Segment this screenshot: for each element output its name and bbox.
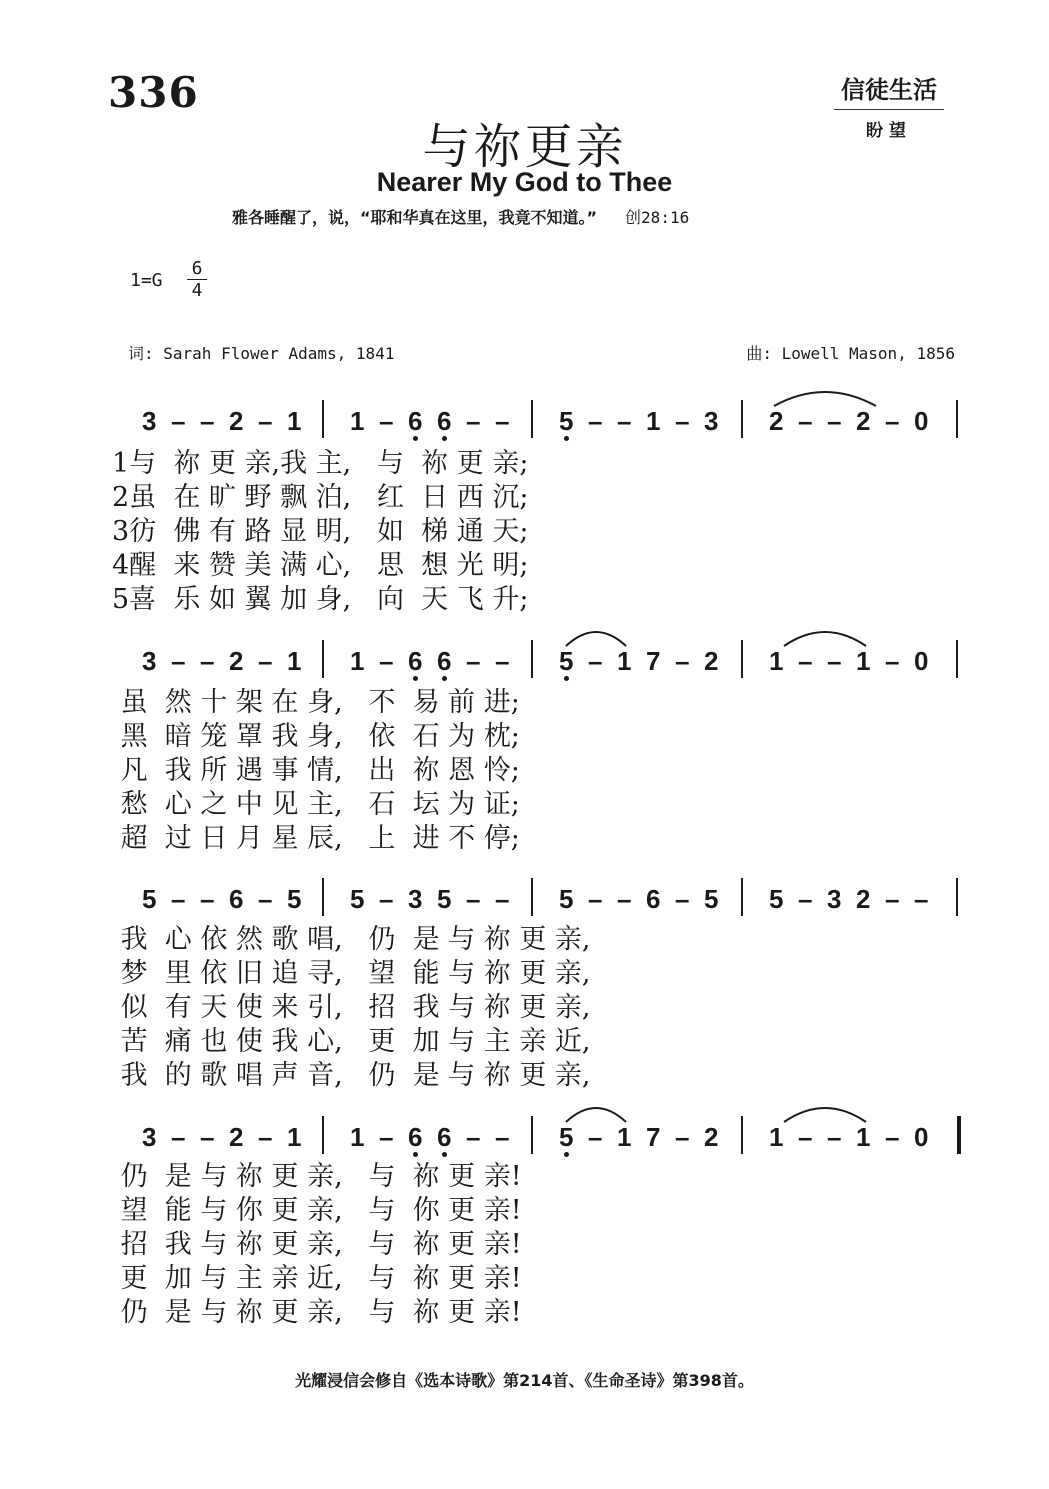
note: 6 <box>229 884 244 914</box>
dash-mark: – <box>200 646 215 676</box>
composer-credit: 曲: Lowell Mason, 1856 <box>746 344 955 363</box>
lyrics-block-2 <box>112 686 932 856</box>
note: 3 <box>142 406 157 436</box>
barline <box>531 1116 533 1154</box>
note: 6 <box>408 406 423 436</box>
note: 1 <box>617 1122 632 1152</box>
lyric-verse-1: 虽 然 十 架 在 身, 不 易 前 进; <box>112 687 520 718</box>
lyrics-block-3 <box>112 923 932 1093</box>
note: 7 <box>646 1122 661 1152</box>
barline <box>956 400 958 438</box>
dash-mark: – <box>200 1122 215 1152</box>
dash-mark: – <box>588 1122 603 1152</box>
low-octave-dot <box>442 436 447 441</box>
note: 2 <box>856 406 871 436</box>
note: 5 <box>559 884 574 914</box>
note: 1 <box>646 406 661 436</box>
note: 6 <box>437 1122 452 1152</box>
dash-mark: – <box>495 646 510 676</box>
dash-mark: – <box>827 406 842 436</box>
dash-mark: – <box>379 406 394 436</box>
note: 6 <box>437 406 452 436</box>
lyric-verse-2: 望 能 与 你 更 亲, 与 你 更 亲! <box>112 1195 522 1226</box>
note: 1 <box>617 646 632 676</box>
barline <box>322 878 324 916</box>
dash-mark: – <box>617 884 632 914</box>
hymn-number: 336 <box>108 68 199 117</box>
note: 5 <box>559 406 574 436</box>
dash-mark: – <box>914 884 929 914</box>
dash-mark: – <box>379 884 394 914</box>
note: 1 <box>350 406 365 436</box>
dash-mark: – <box>258 646 273 676</box>
note: 5 <box>437 884 452 914</box>
lyric-verse-2: 2虽 在 旷 野 飘 泊, 红 日 西 沉; <box>112 482 529 513</box>
final-barline <box>957 1116 961 1154</box>
note: 1 <box>287 646 302 676</box>
note: 0 <box>914 646 929 676</box>
dash-mark: – <box>379 646 394 676</box>
low-octave-dot <box>564 676 569 681</box>
low-octave-dot <box>413 676 418 681</box>
dash-mark: – <box>495 884 510 914</box>
note: 5 <box>287 884 302 914</box>
note: 6 <box>408 1122 423 1152</box>
lyric-verse-4: 苦 痛 也 使 我 心, 更 加 与 主 亲 近, <box>112 1026 591 1057</box>
dash-mark: – <box>258 1122 273 1152</box>
note: 5 <box>704 884 719 914</box>
dash-mark: – <box>466 1122 481 1152</box>
dash-mark: – <box>495 1122 510 1152</box>
time-signature-top: 6 <box>187 258 207 280</box>
lyric-verse-4: 4醒 来 赞 美 满 心, 思 想 光 明; <box>112 550 529 581</box>
note: 2 <box>769 406 784 436</box>
dash-mark: – <box>885 646 900 676</box>
lyric-verse-3: 似 有 天 使 来 引, 招 我 与 祢 更 亲, <box>112 992 591 1023</box>
lyric-verse-5: 我 的 歌 唱 声 音, 仍 是 与 祢 更 亲, <box>112 1060 591 1091</box>
dash-mark: – <box>171 1122 186 1152</box>
hymn-title-chinese: 与祢更亲 <box>422 119 627 175</box>
note: 0 <box>914 406 929 436</box>
slur <box>780 1100 870 1124</box>
slur <box>562 1100 630 1124</box>
barline <box>322 640 324 678</box>
notation-line-3 <box>126 878 962 918</box>
note: 3 <box>704 406 719 436</box>
note: 2 <box>229 1122 244 1152</box>
note: 5 <box>350 884 365 914</box>
lyric-verse-1: 仍 是 与 祢 更 亲, 与 祢 更 亲! <box>112 1161 522 1192</box>
dash-mark: – <box>675 884 690 914</box>
lyric-verse-3: 3彷 佛 有 路 显 明, 如 梯 通 天; <box>112 516 529 547</box>
dash-mark: – <box>588 406 603 436</box>
note: 1 <box>856 1122 871 1152</box>
lyric-verse-2: 梦 里 依 旧 追 寻, 望 能 与 祢 更 亲, <box>112 958 591 989</box>
note: 1 <box>350 1122 365 1152</box>
dash-mark: – <box>171 884 186 914</box>
note: 5 <box>559 646 574 676</box>
low-octave-dot <box>442 676 447 681</box>
dash-mark: – <box>885 406 900 436</box>
dash-mark: – <box>827 646 842 676</box>
lyric-verse-2: 黑 暗 笼 罩 我 身, 依 石 为 枕; <box>112 721 520 752</box>
note: 1 <box>287 406 302 436</box>
note: 6 <box>437 646 452 676</box>
note: 1 <box>769 646 784 676</box>
note: 2 <box>704 646 719 676</box>
scripture-reference: 创28:16 <box>625 208 690 227</box>
dash-mark: – <box>466 646 481 676</box>
barline <box>531 878 533 916</box>
note: 7 <box>646 646 661 676</box>
scripture-quote <box>232 205 689 228</box>
low-octave-dot <box>413 1152 418 1157</box>
note: 5 <box>769 884 784 914</box>
barline <box>531 640 533 678</box>
low-octave-dot <box>564 1152 569 1157</box>
note: 6 <box>646 884 661 914</box>
barline <box>741 640 743 678</box>
dash-mark: – <box>798 884 813 914</box>
dash-mark: – <box>588 646 603 676</box>
dash-mark: – <box>798 1122 813 1152</box>
dash-mark: – <box>675 646 690 676</box>
note: 5 <box>142 884 157 914</box>
slur <box>562 624 630 648</box>
note: 2 <box>704 1122 719 1152</box>
low-octave-dot <box>413 436 418 441</box>
note: 3 <box>827 884 842 914</box>
slur <box>770 384 880 408</box>
note: 1 <box>350 646 365 676</box>
dash-mark: – <box>885 884 900 914</box>
scripture-text: 雅各睡醒了，说，“耶和华真在这里，我竟不知道。” <box>232 208 598 227</box>
dash-mark: – <box>885 1122 900 1152</box>
dash-mark: – <box>466 406 481 436</box>
footer-note: 光耀浸信会修自《选本诗歌》第214首、《生命圣诗》第398首。 <box>295 1371 754 1390</box>
dash-mark: – <box>379 1122 394 1152</box>
note: 0 <box>914 1122 929 1152</box>
lyrics-block-1 <box>112 447 932 617</box>
lyric-verse-3: 招 我 与 祢 更 亲, 与 祢 更 亲! <box>112 1229 522 1260</box>
dash-mark: – <box>200 406 215 436</box>
note: 1 <box>769 1122 784 1152</box>
note: 2 <box>229 646 244 676</box>
lyrics-block-4 <box>112 1160 932 1330</box>
dash-mark: – <box>827 1122 842 1152</box>
note: 2 <box>856 884 871 914</box>
dash-mark: – <box>466 884 481 914</box>
note: 1 <box>856 646 871 676</box>
lyric-verse-1: 我 心 依 然 歌 唱, 仍 是 与 祢 更 亲, <box>112 924 591 955</box>
lyric-verse-5: 5喜 乐 如 翼 加 身, 向 天 飞 升; <box>112 584 529 615</box>
dash-mark: – <box>171 406 186 436</box>
lyric-verse-4: 更 加 与 主 亲 近, 与 祢 更 亲! <box>112 1263 522 1294</box>
dash-mark: – <box>171 646 186 676</box>
barline <box>956 878 958 916</box>
lyric-verse-3: 凡 我 所 遇 事 情, 出 祢 恩 怜; <box>112 755 520 786</box>
barline <box>741 1116 743 1154</box>
barline <box>531 400 533 438</box>
dash-mark: – <box>258 406 273 436</box>
dash-mark: – <box>675 1122 690 1152</box>
slur <box>780 624 870 648</box>
dash-mark: – <box>617 406 632 436</box>
lyric-verse-1: 1与 祢 更 亲,我 主, 与 祢 更 亲; <box>112 448 529 479</box>
lyric-verse-5: 超 过 日 月 星 辰, 上 进 不 停; <box>112 823 520 854</box>
note: 1 <box>287 1122 302 1152</box>
barline <box>956 640 958 678</box>
note: 6 <box>408 646 423 676</box>
note: 3 <box>142 646 157 676</box>
barline <box>741 400 743 438</box>
dash-mark: – <box>798 646 813 676</box>
note: 3 <box>408 884 423 914</box>
barline <box>741 878 743 916</box>
time-signature-bottom: 4 <box>191 280 203 301</box>
category-sub: 盼望 <box>866 121 912 141</box>
barline <box>322 400 324 438</box>
note: 2 <box>229 406 244 436</box>
dash-mark: – <box>495 406 510 436</box>
lyric-verse-5: 仍 是 与 祢 更 亲, 与 祢 更 亲! <box>112 1297 522 1328</box>
barline <box>322 1116 324 1154</box>
key-signature: 1=G <box>130 270 163 291</box>
dash-mark: – <box>798 406 813 436</box>
lyricist-credit: 词: Sarah Flower Adams, 1841 <box>128 344 395 363</box>
dash-mark: – <box>200 884 215 914</box>
hymn-title-english: Nearer My God to Thee <box>376 167 673 197</box>
dash-mark: – <box>675 406 690 436</box>
dash-mark: – <box>258 884 273 914</box>
note: 3 <box>142 1122 157 1152</box>
dash-mark: – <box>588 884 603 914</box>
low-octave-dot <box>564 436 569 441</box>
category-main: 信徒生活 <box>834 70 944 110</box>
note: 5 <box>559 1122 574 1152</box>
lyric-verse-4: 愁 心 之 中 见 主, 石 坛 为 证; <box>112 789 520 820</box>
time-signature <box>187 258 207 301</box>
low-octave-dot <box>442 1152 447 1157</box>
